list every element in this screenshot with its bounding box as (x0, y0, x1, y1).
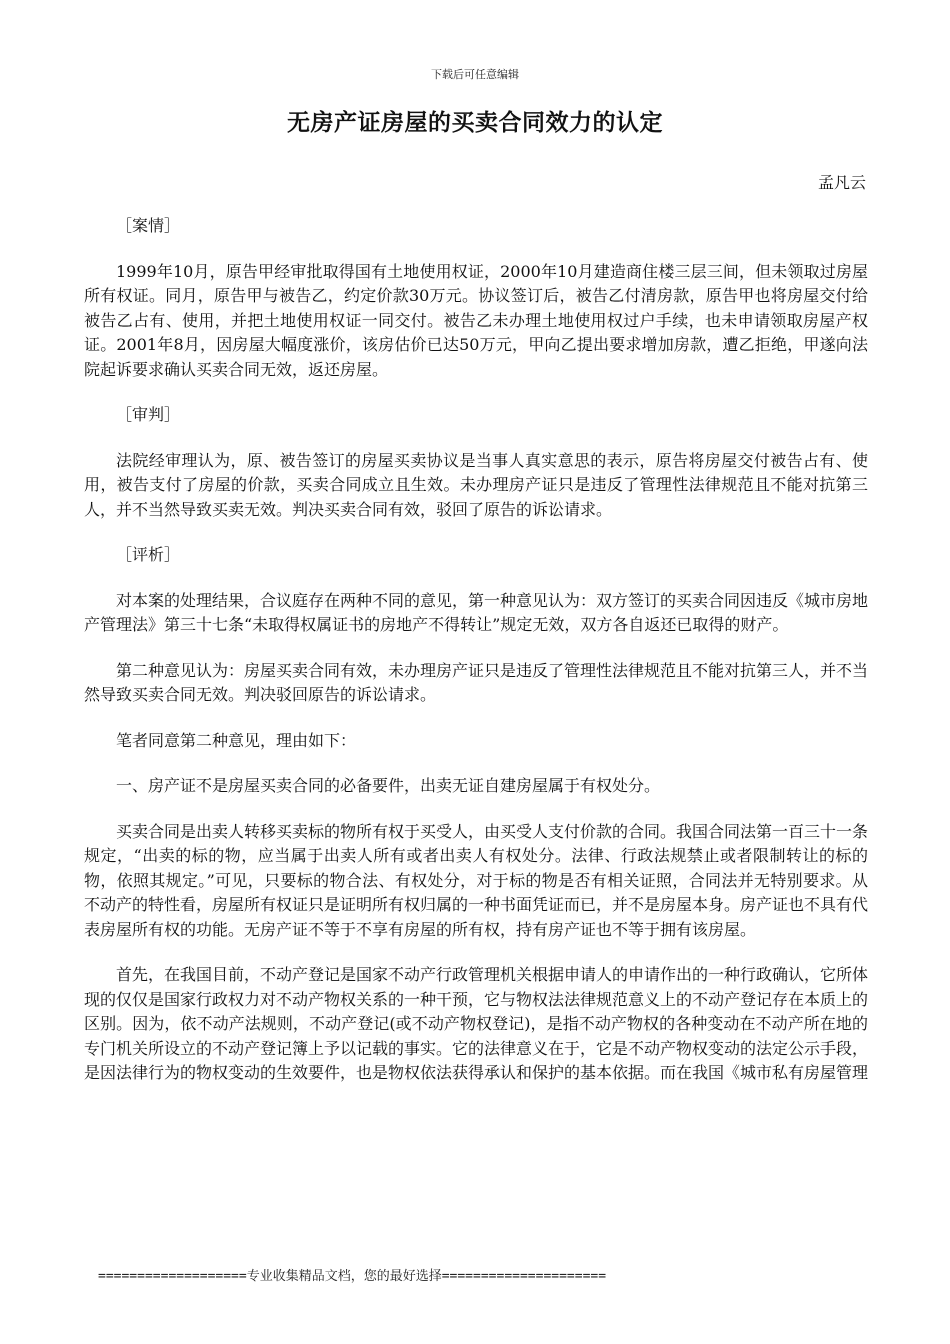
section-label-case: ［案情］ (116, 216, 181, 235)
paragraph-trial: 法院经审理认为，原、被告签订的房屋买卖协议是当事人真实意思的表示，原告将房屋交付被告占有、使用，被告支付了房屋的价款，买卖合同成立且生效。未办理房产证只是违反了管理性法律规范且不能对抗第三人，并不当然导致买卖无效。判决买卖合同有效，驳回了原告的诉讼请求。 (84, 450, 868, 519)
paragraph-case: 1999年10月，原告甲经审批取得国有土地使用权证，2000年10月建造商住楼三层三间，但未领取过房屋所有权证。同月，原告甲与被告乙，约定价款30万元。协议签订后，被告乙付清房款，原告甲也将房屋交付给被告乙占有、使用，并把土地使用权证一同交付。被告乙未办理土地使用权过户手续，也未申请领取房屋产权证。2001年8月，因房屋大幅度涨价，该房估价已达50万元，甲向乙提出要求增加房款，遭乙拒绝，甲遂向法院起诉要求确认买卖合同无效，返还房屋。 (84, 261, 868, 379)
paragraph-comment-3: 笔者同意第二种意见，理由如下： (116, 730, 357, 750)
section-label-comment: ［评析］ (116, 545, 181, 564)
document-title: 无房产证房屋的买卖合同效力的认定 (287, 109, 663, 136)
document-body (84, 214, 868, 1107)
footer-banner: ===================专业收集精品文档，您的最好选择===================== (98, 1269, 607, 1284)
paragraph-comment-5: 买卖合同是出卖人转移买卖标的物所有权于买受人，由买受人支付价款的合同。我国合同法第一百三十一条规定，“出卖的标的物，应当属于出卖人所有或者出卖人有权处分。法律、行政法规禁止或者限制转让的标的物，依照其规定。”可见，只要标的物合法、有权处分，对于标的物是否有相关证照，合同法并无特别要求。从不动产的特性看，房屋所有权证只是证明所有权归属的一种书面凭证而已，并不是房屋本身。房产证也不具有代表房屋所有权的功能。无房产证不等于不享有房屋的所有权，持有房产证也不等于拥有该房屋。 (84, 821, 869, 939)
paragraph-comment-1: 对本案的处理结果，合议庭存在两种不同的意见，第一种意见认为：双方签订的买卖合同因违反《城市房地产管理法》第三十七条“未取得权属证书的房地产不得转让”规定无效，双方各自返还已取得的财产。 (84, 590, 869, 634)
section-label-trial: ［审判］ (116, 405, 181, 424)
paragraph-comment-2: 第二种意见认为：房屋买卖合同有效，未办理房产证只是违反了管理性法律规范且不能对抗第三人，并不当然导致买卖合同无效。判决驳回原告的诉讼请求。 (84, 660, 869, 704)
paragraph-comment-4: 一、房产证不是房屋买卖合同的必备要件，出卖无证自建房屋属于有权处分。 (116, 776, 661, 795)
paragraph-comment-6: 首先，在我国目前，不动产登记是国家不动产行政管理机关根据申请人的申请作出的一种行政确认，它所体现的仅仅是国家行政权力对不动产物权关系的一种干预，它与物权法法律规范意义上的不动产登记存在本质上的区别。因为，依不动产法规则，不动产登记(或不动产物权登记)，是指不动产物权的各种变动在不动产所在地的专门机关所设立的不动产登记簿上予以记载的事实。它的法律意义在于，它是不动产物权变动的法定公示手段，是因法律行为的物权变动的生效要件，也是物权依法获得承认和保护的基本依据。而在我国《城市私有房屋管理 (84, 965, 869, 1082)
author-name: 孟凡云 (817, 173, 866, 192)
header-note: 下载后可任意编辑 (431, 68, 519, 81)
